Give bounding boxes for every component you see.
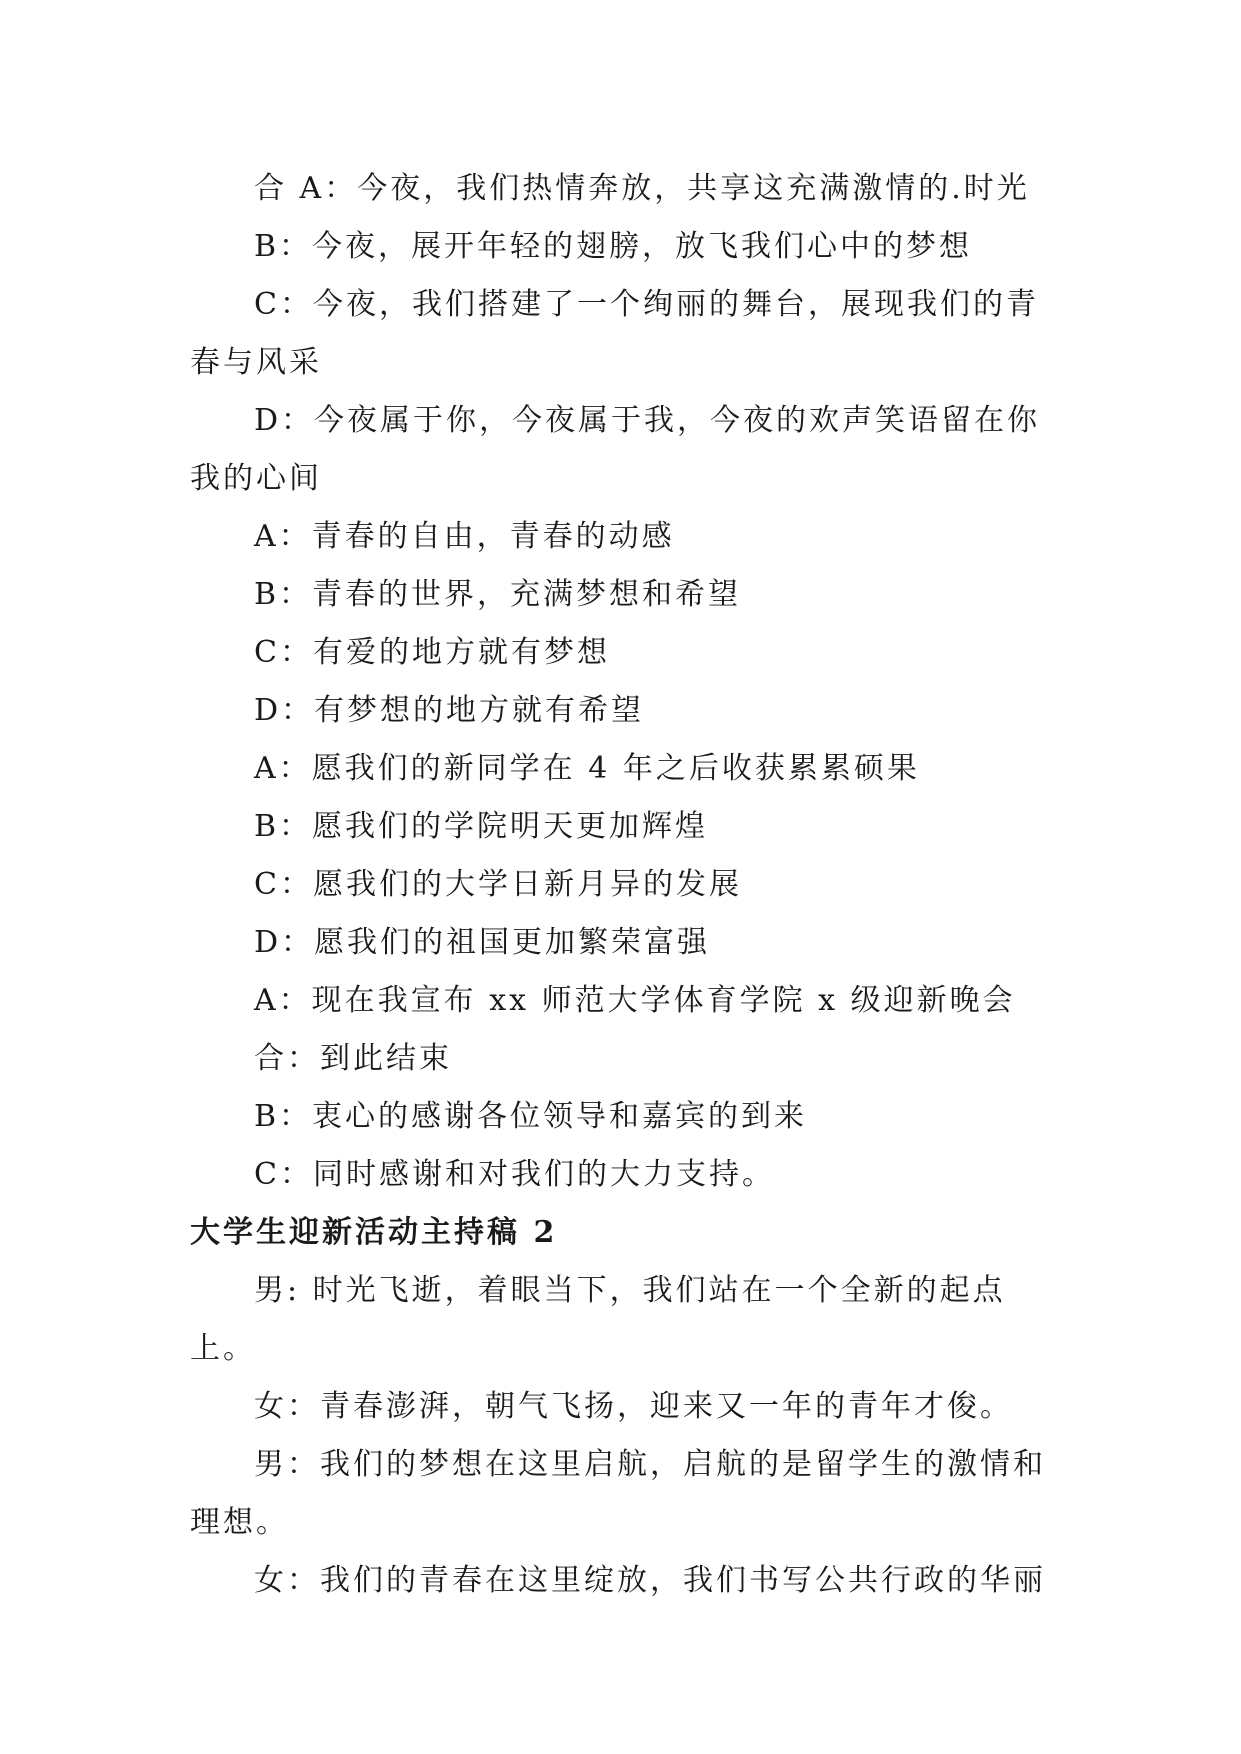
dialogue-line: 女：青春澎湃，朝气飞扬，迎来又一年的青年才俊。 xyxy=(254,1389,1013,1424)
dialogue-line: 合 A：今夜，我们热情奔放，共享这充满激情的.时光 xyxy=(254,171,1030,206)
dialogue-line: B：今夜，展开年轻的翅膀，放飞我们心中的梦想 xyxy=(254,229,973,264)
dialogue-line: B：青春的世界，充满梦想和希望 xyxy=(254,577,742,612)
dialogue-line: B：衷心的感谢各位领导和嘉宾的到来 xyxy=(254,1099,808,1134)
dialogue-line: 男: 时光飞逝，着眼当下，我们站在一个全新的起点上。 xyxy=(190,1273,1006,1366)
dialogue-line: A：愿我们的新同学在 4 年之后收获累累硕果 xyxy=(254,751,920,786)
document-body xyxy=(190,160,1060,1610)
dialogue-line: 合：到此结束 xyxy=(254,1041,452,1076)
section-heading: 大学生迎新活动主持稿 2 xyxy=(190,1215,558,1250)
dialogue-line: B：愿我们的学院明天更加辉煌 xyxy=(254,809,709,844)
dialogue-line: C：同时感谢和对我们的大力支持。 xyxy=(254,1157,775,1192)
dialogue-line: A：青春的自由，青春的动感 xyxy=(254,519,675,554)
dialogue-line: D：有梦想的地方就有希望 xyxy=(254,693,645,728)
dialogue-line: 男：我们的梦想在这里启航，启航的是留学生的激情和理想。 xyxy=(190,1447,1046,1540)
dialogue-line: D：愿我们的祖国更加繁荣富强 xyxy=(254,925,711,960)
dialogue-line: C：今夜，我们搭建了一个绚丽的舞台，展现我们的青春与风采 xyxy=(190,287,1039,380)
dialogue-line: D：今夜属于你，今夜属于我，今夜的欢声笑语留在你我的心间 xyxy=(190,403,1041,496)
dialogue-line: 女：我们的青春在这里绽放，我们书写公共行政的华丽 xyxy=(254,1563,1046,1598)
dialogue-line: C：有爱的地方就有梦想 xyxy=(254,635,610,670)
dialogue-line: C：愿我们的大学日新月异的发展 xyxy=(254,867,742,902)
dialogue-line: A：现在我宣布 xx 师范大学体育学院 x 级迎新晚会 xyxy=(254,983,1016,1018)
